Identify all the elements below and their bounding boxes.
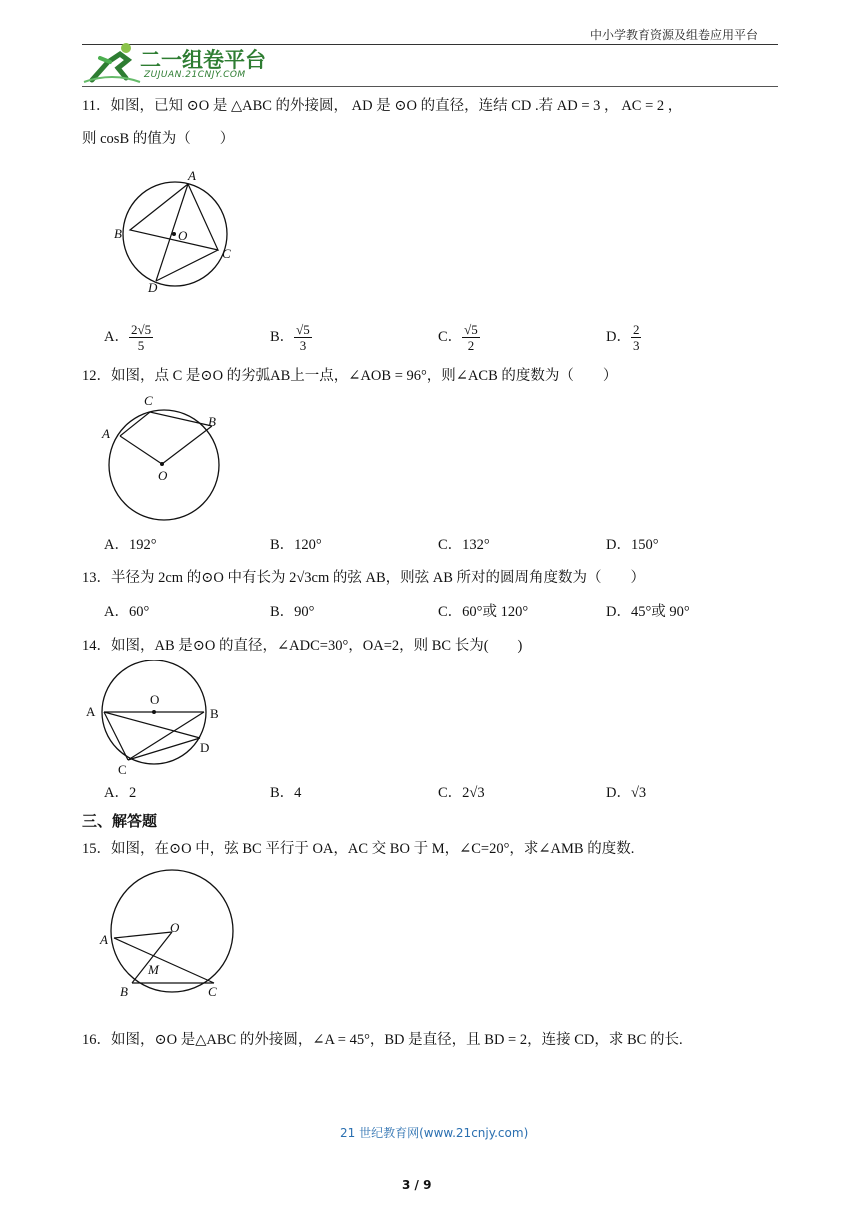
q14-option-c: C．2√3 [438,785,485,801]
q12-option-b: B．120° [270,537,322,553]
q11-option-c: C． $\frac{√5}{2}$ [438,322,478,353]
q11-option-d: D． $\frac{2}{3}$ [606,322,640,353]
q14-label-d: D [200,740,210,755]
q15-label-a: A [100,932,108,947]
q15-number: 15． [82,841,111,857]
page-number: 3 / 9 [402,1178,432,1192]
q13-option-b: B．90° [270,604,315,620]
footer-site: 21 世纪教育网(www.21cnjy.com) [340,1126,529,1140]
q15-label-b: B [120,984,128,999]
q14-number: 14． [82,638,111,654]
q13-option-a: A．60° [104,604,150,620]
header-underline [82,86,778,87]
q16-line [82,1030,683,1050]
q12-option-d: D．150° [606,537,659,553]
q11-option-b: B． $\frac{√5}{3}$ [270,322,310,353]
q11-line1 [82,96,682,116]
q15-label-o: O [170,920,180,935]
q13-line [82,568,645,588]
q15-label-c: C [208,984,217,999]
q14-option-a: A．2 [104,785,137,801]
q14-label-b: B [210,706,219,721]
q15-text: 如图，在⊙O 中，弦 BC 平行于 OA，AC 交 BO 于 M，∠C=20°，求∠AMB 的度数. [111,841,635,857]
q13-number: 13． [82,570,111,586]
platform-name: 中小学教育资源及组卷应用平台 [590,28,759,42]
q13-text: 半径为 2cm 的⊙O 中有长为 2√3cm 的弦 AB，则弦 AB 所对的圆周角度数为（ ） [111,570,646,586]
q12-number: 12． [82,368,111,384]
q15-figure [96,868,246,1003]
q12-label-a: A [102,426,110,441]
logo-subtext: ZUJUAN.21CNJY.COM [144,70,246,80]
q11-label-d: D [148,280,158,295]
q11-number: 11． [82,98,111,114]
q12-label-o: O [158,468,168,483]
q11-option-a: A． $\frac{2√5}{5}$ [104,322,152,353]
q11-label-a: A [188,168,196,183]
section-title: 三、解答题 [82,812,158,830]
q14-label-o: O [150,692,160,707]
logo-text: 二一组卷平台 [140,48,266,72]
q14-figure [80,660,230,778]
q11-label-b: B [114,226,122,241]
q14-label-a: A [86,704,96,719]
q12-option-c: C．132° [438,537,490,553]
q13-option-c: C．60°或 120° [438,604,529,620]
q12-option-a: A．192° [104,537,157,553]
logo [82,40,282,85]
q16-number: 16． [82,1032,111,1048]
q15-line [82,839,634,859]
q12-label-c: C [144,393,153,408]
q14-option-d: D．√3 [606,785,647,801]
q14-text: 如图，AB 是⊙O 的直径，∠ADC=30°，OA=2，则 BC 长为( ) [111,638,523,654]
q12-line [82,366,617,386]
q14-option-b: B．4 [270,785,302,801]
q12-text: 如图，点 C 是⊙O 的劣弧AB上一点，∠AOB = 96°，则∠ACB 的度数为（ ） [111,368,618,384]
q11-text: 如图，已知 ⊙O 是 △ABC 的外接圆， AD 是 ⊙O 的直径，连结 CD .若 AD = 3 ， AC = 2 ， [110,98,683,114]
q11-label-o: O [178,228,188,243]
q11-label-c: C [222,246,231,261]
runner-logo-icon [82,40,142,84]
q15-label-m: M [148,962,159,977]
q11-line2: 则 cosB 的值为（ ） [82,131,235,147]
q16-text: 如图，⊙O 是△ABC 的外接圆，∠A = 45°，BD 是直径，且 BD = 2，连接 CD，求 BC 的长. [111,1032,683,1048]
q12-label-b: B [208,414,216,429]
q11-figure [110,168,250,298]
q14-label-c: C [118,762,127,777]
q14-line [82,636,522,656]
q13-option-d: D．45°或 90° [606,604,690,620]
q12-figure [96,390,236,525]
